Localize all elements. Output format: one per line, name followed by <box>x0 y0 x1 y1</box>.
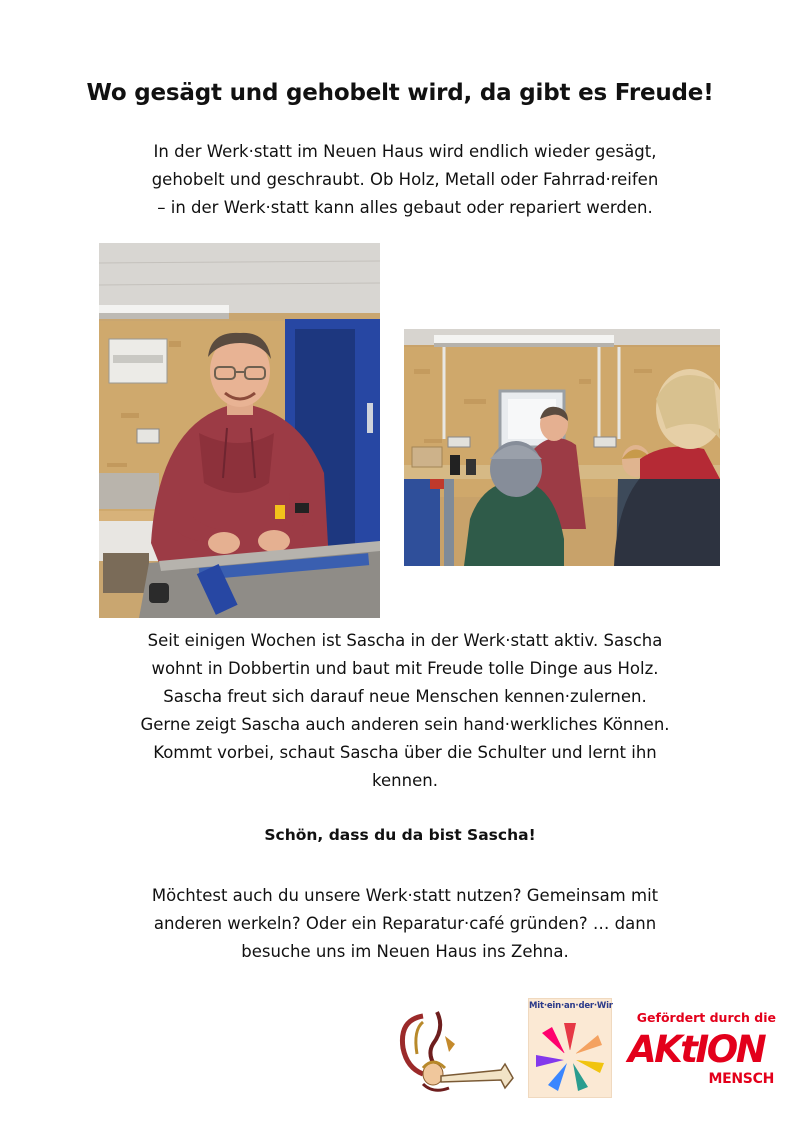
miteinander-wir-logo <box>528 998 612 1098</box>
invitation-paragraph <box>90 882 720 966</box>
angel-trumpet-logo <box>393 1008 518 1096</box>
sponsor-note: Gefördert durch die <box>636 1010 776 1025</box>
main-paragraph <box>90 627 720 795</box>
aktion-mensch-logo <box>626 1010 776 1098</box>
welcome-callout: Schön, dass du da bist Sascha! <box>264 826 536 844</box>
text-line: kennen. <box>372 771 438 790</box>
text-line: gehobelt und geschraubt. Ob Holz, Metall oder Fahrrad·reifen <box>151 170 659 189</box>
text-line: anderen werkeln? Oder ein Reparatur·café gründen? … dann <box>153 914 657 933</box>
intro-paragraph <box>90 138 720 222</box>
mensch-wordmark: MENSCH <box>708 1071 774 1087</box>
text-line: Sascha freut sich darauf neue Menschen kennen·zulernen. <box>163 687 647 706</box>
page-title: Wo gesägt und gehobelt wird, da gibt es Freude! <box>86 80 714 106</box>
text-line: besuche uns im Neuen Haus ins Zehna. <box>241 942 569 961</box>
aktion-wordmark: AKtION <box>628 1028 765 1071</box>
text-line: Gerne zeigt Sascha auch anderen sein hand·werkliches Können. <box>140 715 670 734</box>
text-line: Kommt vorbei, schaut Sascha über die Schulter und lernt ihn <box>153 743 657 762</box>
miteinander-label: Mit·ein·an·der·Wir <box>529 1001 613 1011</box>
workshop-photo-sascha <box>99 243 380 618</box>
workshop-photo-group <box>404 329 720 566</box>
text-line: Möchtest auch du unsere Werk·statt nutzen? Gemeinsam mit <box>151 886 659 905</box>
text-line: Seit einigen Wochen ist Sascha in der Werk·statt aktiv. Sascha <box>147 631 663 650</box>
text-line: – in der Werk·statt kann alles gebaut oder repariert werden. <box>157 198 653 217</box>
text-line: wohnt in Dobbertin und baut mit Freude tolle Dinge aus Holz. <box>151 659 659 678</box>
text-line: In der Werk·statt im Neuen Haus wird endlich wieder gesägt, <box>153 142 657 161</box>
